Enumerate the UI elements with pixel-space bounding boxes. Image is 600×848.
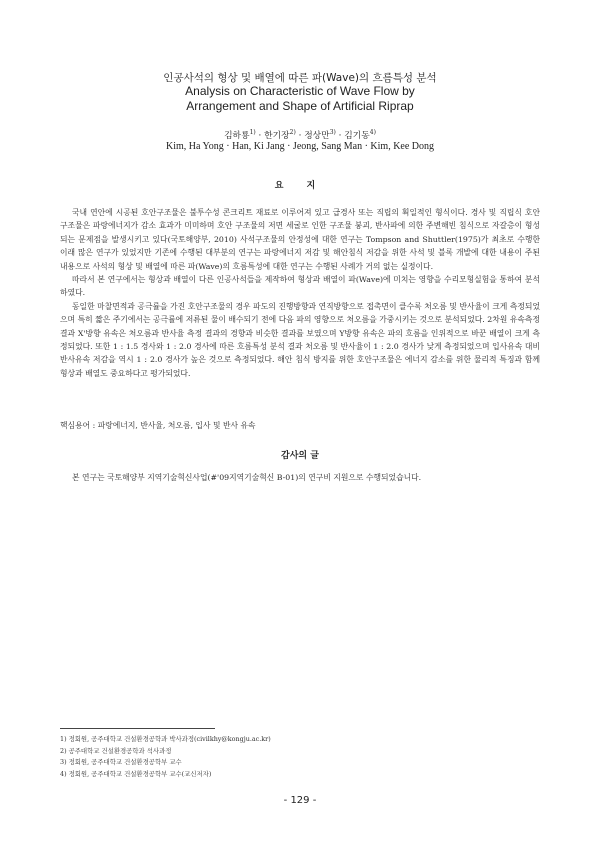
title-english-line-2: Arrangement and Shape of Artificial Riprap: [186, 99, 414, 113]
author-mark-1: 1): [249, 129, 256, 137]
abstract-paragraph-3: 동일한 마찰면적과 공극률을 가진 호안구조물의 경우 파도의 진행방향과 연직방향으로 접촉면이 클수록 처오름 및 반사율이 크게 측정되었으며 특히 짧은 주기에서는 공극률에 저류된 물이 배수되기 전에 다음 파의 영향으로 처오름을 가중시키는 것으로 분석되었다. 2차원 유속측정 결과 X'방향 유속은 처오름과 반사율 측정 결과의 경향과 비슷한 결과를 보였으며 Y방향 유속은 파의 흐름을 인위적으로 바꾼 배열이 크게 측정되었다. 또한 1 : 1.5 경사와 1 : 2.0 경사에 따른 흐름특성 분석 결과 처오름 및 반사율이 1 : 2.0 경사가 낮게 측정되었으며 입사유속 대비 반사유속 저감을 역시 1 : 2.0 경사가 높은 것으로 측정되었다. 해안 침식 방지를 위한 호안구조물은 에너지 감소를 위한 물리적 특징과 함께 형상과 배열도 중요하다고 평가되었다.: [60, 301, 540, 378]
author-name-3: 정상만: [304, 131, 330, 141]
author-name-1: 김하룡: [224, 131, 250, 141]
author-mark-3: 3): [329, 129, 336, 137]
author-separator: ·: [255, 131, 265, 141]
abstract-paragraph-2: 따라서 본 연구에서는 형상과 배열이 다른 인공사석들을 제작하여 형상과 배열이 파(Wave)에 미치는 영향을 수리모형실험을 통하여 분석하였다.: [60, 275, 540, 298]
title-english: [0, 84, 600, 114]
author-separator: ·: [335, 131, 345, 141]
title-english-line-1: Analysis on Characteristic of Wave Flow by: [185, 84, 415, 98]
author-separator: ·: [295, 131, 305, 141]
authors-korean: [0, 128, 600, 141]
footnotes: [60, 734, 271, 780]
footnote-3: 3) 정회원, 공주대학교 건설환경공학부 교수: [60, 758, 182, 766]
acknowledgment-heading: 감사의 글: [281, 451, 319, 461]
author-name-4: 김기동: [344, 131, 370, 141]
page-number: - 129 -: [283, 795, 317, 806]
keywords: 핵심용어 : 파랑에너지, 반사율, 처오름, 입사 및 반사 유속: [60, 421, 256, 430]
acknowledgment-text: 본 연구는 국토해양부 지역기술혁신사업(#'09지역기술혁신 B-01)의 연구비 지원으로 수행되었습니다.: [72, 473, 422, 482]
authors-english: Kim, Ha Yong · Han, Ki Jang · Jeong, Sang Man · Kim, Kee Dong: [165, 141, 435, 152]
author-name-2: 한기장: [264, 131, 290, 141]
author-mark-4: 4): [369, 129, 376, 137]
footnote-divider: [60, 728, 215, 729]
abstract-heading: 요 지: [274, 181, 326, 191]
abstract-paragraph-1: 국내 연안에 시공된 호안구조물은 불투수성 콘크리트 재료로 이루어져 있고 급경사 또는 직립의 획일적인 형식이다. 경사 및 직립식 호안 구조물은 파랑에너지가 감소 효과가 미미하며 호안 구조물의 저면 세굴로 인한 구조물 붕괴, 반사파에 의한 주변해빈 침식으로 자갈층이 형성되는 문제점을 발생시키고 있다(국토해양부, 2010) 사석구조물의 안정성에 대한 연구는 Tompson and Shuttler(1975)가 최초로 수행한 이래 많은 연구가 있었지만 기존에 수행된 대부분의 연구는 파랑에너지 저감 및 해안침식 저감을 위한 사석 및 블록 개발에 대한 내용이 주된 내용으로 사석의 형상 및 배열에 따른 파(Wave)의 흐름특성에 대한 연구는 수행된 사례가 거의 없는 실정이다.: [60, 208, 540, 271]
footnote-1: 1) 정회원, 공주대학교 건설환경공학과 박사과정(civilkhy@kongju.ac.kr): [60, 735, 271, 743]
abstract-body: [60, 206, 540, 380]
footnote-2: 2) 공주대학교 건설환경공학과 석사과정: [60, 746, 172, 755]
footnote-4: 4) 정회원, 공주대학교 건설환경공학부 교수(교신저자): [60, 769, 212, 778]
title-korean: 인공사석의 형상 및 배열에 따른 파(Wave)의 흐름특성 분석: [163, 72, 437, 84]
author-mark-2: 2): [289, 129, 296, 137]
